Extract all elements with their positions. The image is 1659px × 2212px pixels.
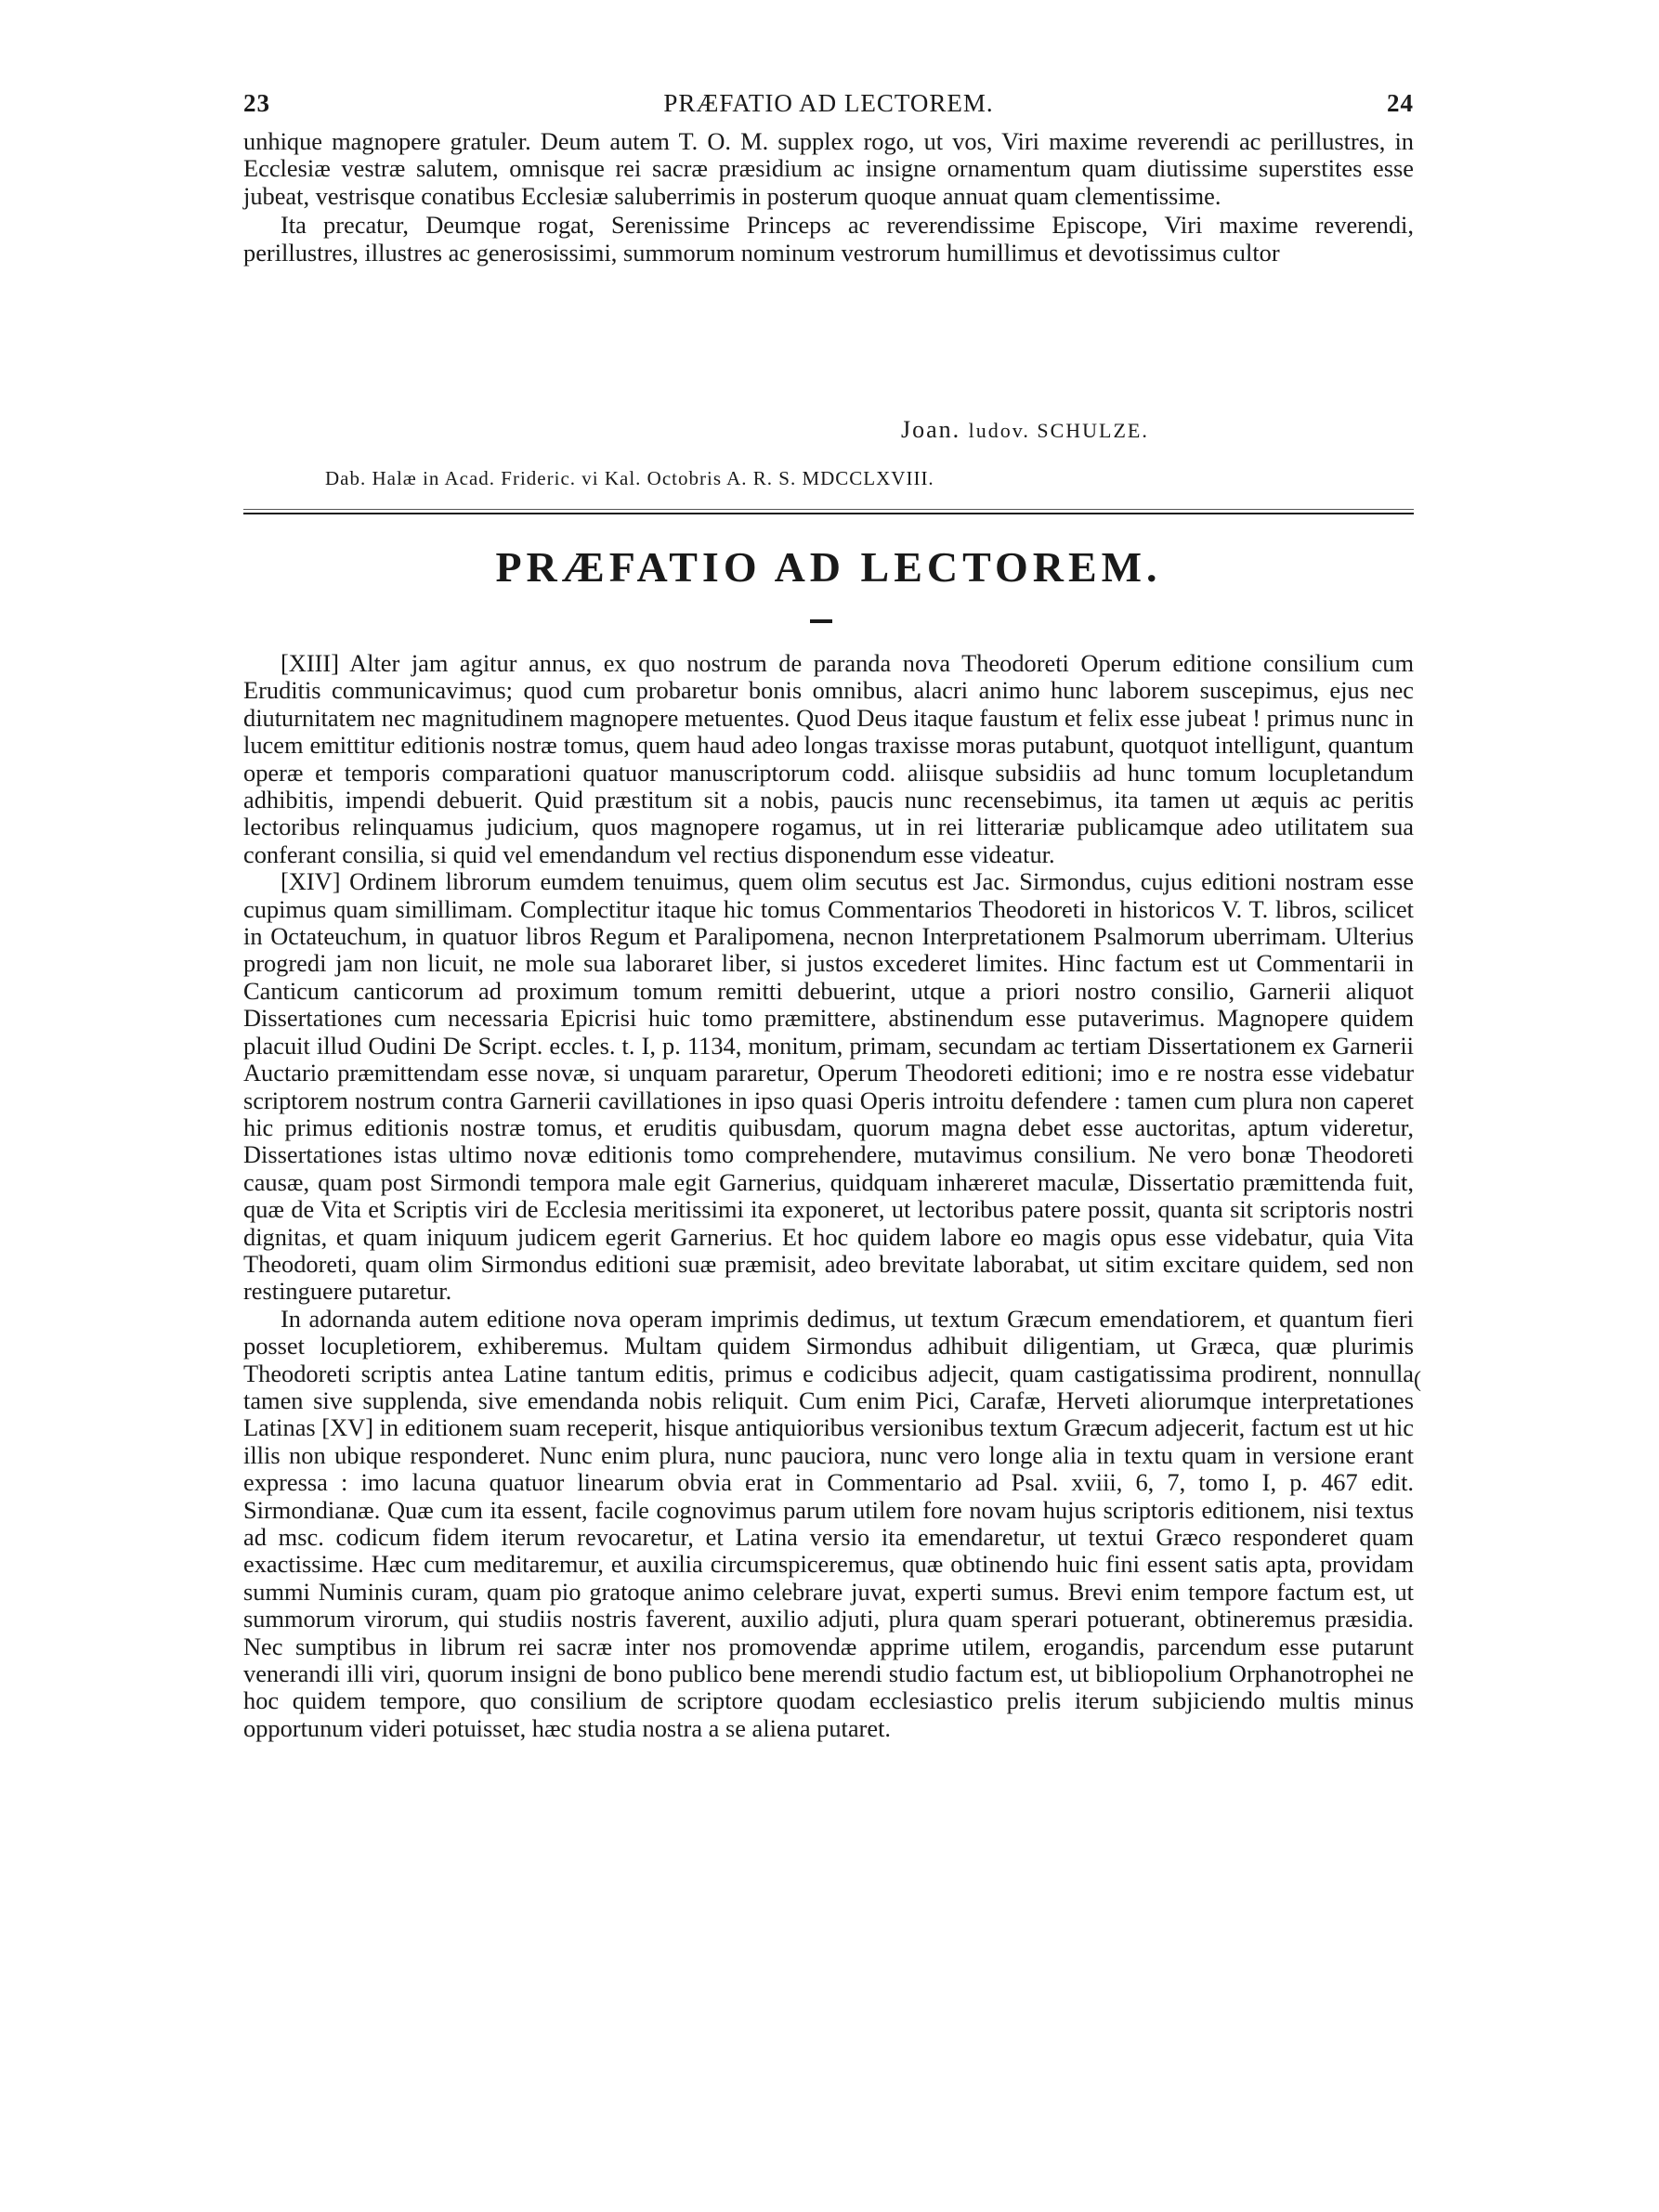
divider-thin-line — [243, 509, 1414, 510]
dedication-closing: Ita precatur, Deumque rogat, Serenissime Princeps ac reverendissime Episcope, Viri maxime reverendi, perillustres, illustres ac generosissimi, summorum nominum vestrorum humillimus et devotissimus cultor — [243, 211, 1414, 267]
dedication-block — [243, 128, 1414, 267]
section-title: PRÆFATIO AD LECTOREM. — [495, 543, 1162, 591]
signature-first-name: Joan. — [901, 416, 961, 443]
preface-body — [243, 650, 1414, 1742]
divider-thick-line — [243, 513, 1414, 514]
margin-mark: ( — [1414, 1368, 1421, 1392]
paragraph-xiv: [XIV] Ordinem librorum eumdem tenuimus, quem olim secutus est Jac. Sirmondus, cujus editioni nostram esse cupimus quam simillimam. Complectitur itaque hic tomus Commentarios Theodoreti in historicos V. T. libros, scilicet in Octateuchum, in quatuor libros Regum et Paralipomena, necnon Interpretationem Psalmorum uberrimam. Ulterius progredi jam non licuit, ne mole sua laboraret liber, si justos excederet limites. Hinc factum est ut Commentarii in Canticum canticorum ad proximum tomum remitti debuerint, utque a priori nostro consilio, Garnerii aliquot Dissertationes cum necessaria Epicrisi huic tomo præmittere, abstinendum esse putaverimus. Magnopere quidem placuit illud Oudini De Script. eccles. t. I, p. 1134, monitum, primam, secundam ac tertiam Dissertationem ex Garnerii Auctario præmittendam esse novæ, si unquam pararetur, Operum Theodoreti editioni; imo e re nostra esse videbatur scriptorem nostrum contra Garnerii cavillationes in ipso quasi Operis introitu defendere : tamen cum plura non caperet hic primus editionis nostræ tomus, et eruditis quibusdam, quorum magna debet esse auctoritas, aptum videretur, Dissertationes istas ultimo novæ editionis tomo comprehendere, mutavimus consilium. Ne vero bonæ Theodoreti causæ, quam post Sirmondi tempora male egit Garnerius, quidquam inhæreret maculæ, Dissertatio præmittenda fuit, quæ de Vita et Scriptis viri de Ecclesia meritissimi ita exponeret, ut lectoribus patere possit, quanta sit scriptoris nostri dignitas, et quam iniquum judicem egerit Garnerius. Et hoc quidem labore eo magis opus esse videbatur, quia Vita Theodoreti, quam olim Sirmondus editioni suæ præmisit, adeo brevitate laborabat, ut sitim excitare quidem, sed non restinguere putaretur. — [243, 867, 1414, 1306]
page-number-right: 24 — [1387, 89, 1414, 117]
running-head-title: PRÆFATIO AD LECTOREM. — [663, 89, 994, 117]
paragraph-xiii: [XIII] Alter jam agitur annus, ex quo nostrum de paranda nova Theodoreti Operum editione consilium cum Eruditis communicavimus; quod cum probaretur bonis omnibus, alacri animo hunc laborem suscepimus, ejus nec diuturnitatem nec magnitudinem magnopere metuentes. Quod Deus itaque faustum et felix esse jubeat ! primus nunc in lucem emittitur editionis nostræ tomus, quem haud adeo longas traxisse moras putabunt, quotquot intelligunt, quantum operæ et temporis comparationi quatuor manuscriptorum codd. aliisque subsidiis ad hunc tomum locupletandum adhibitis, impendi debuerit. Quid præstitum sit a nobis, paucis nunc recensebimus, ita tamen ut æquis ac peritis lectoribus relinquamus judicium, quos magnopere rogamus, ut in rei litterariæ publicamque adeo utilitatem sua conferant consilia, si quid vel emendandum vel rectius disponendum esse videatur. — [243, 649, 1414, 868]
paragraph-editio: In adornanda autem editione nova operam imprimis dedimus, ut textum Græcum emendatiorem, et quantum fieri posset locupletiorem, exhiberemus. Multam quidem Sirmondus adhibuit diligentiam, ut Græca, quæ plurimis Theodoreti scriptis antea Latine tantum editis, primus e codicibus adjecit, quam castigatissima prodirent, nonnulla tamen sive supplenda, sive emendanda nobis reliquit. Cum enim Pici, Carafæ, Herveti aliorumque interpretationes Latinas [XV] in editionem suam receperit, hisque antiquioribus versionibus textum Græcum adjecerit, factum est ut hic illis non ubique responderet. Nunc enim plura, nunc pauciora, nunc vero longe alia in textu quam in versione erant expressa : imo lacuna quatuor linearum obvia erat in Commentario ad Psal. xviii, 6, 7, tomo I, p. 467 edit. Sirmondianæ. Quæ cum ita essent, facile cognovimus parum utilem fore novam hujus scriptoris editionem, nisi textus ad msc. codicum fidem iterum revocaretur, et Latina versio ita emendaretur, ut textui Græco responderet quam exactissime. Hæc cum meditaremur, et auxilia circumspiceremus, quæ obtinendo huic fini essent satis apta, providam summi Numinis curam, quam pio gratoque animo celebrare juvat, experti sumus. Brevi enim tempore factum est, ut summorum virorum, qui studiis nostris faverent, auxilio adjuti, plura quam sperari potuerant, obtineremus præsidia. Nec sumptibus in librum rei sacræ inter nos promovendæ apprime utilem, erogandis, parcendum esse putarunt venerandi illi viri, quorum insigni de bono publico bene merendi studio factum est, ut bibliopolium Orphanotrophei ne hoc quidem tempore, quo consilium de scriptore quodam ecclesiastico prelis iterum subjiciendo multis minus opportunum videri potuisset, hæc studia nostra a se aliena putaret. — [243, 1304, 1414, 1742]
dateline: Dab. Halæ in Acad. Frideric. vi Kal. Octobris A. R. S. MDCCLXVIII. — [325, 467, 934, 489]
signature — [901, 416, 1149, 444]
page-number-left: 23 — [243, 89, 270, 117]
signature-rest: ludov. SCHULZE. — [968, 419, 1149, 442]
dedication-paragraph: unhique magnopere gratuler. Deum autem T. O. M. supplex rogo, ut vos, Viri maxime reverendi ac perillustres, in Ecclesiæ vestræ salutem, omnisque rei sacræ præsidium ac insigne ornamentum quam diutissime superstites esse jubeat, vestrisque conatibus Ecclesiæ saluberrimis in posterum quoque annuat quam clementissime. — [243, 127, 1414, 210]
running-head — [243, 89, 1414, 126]
section-divider — [243, 509, 1414, 514]
title-ornament — [810, 619, 832, 623]
